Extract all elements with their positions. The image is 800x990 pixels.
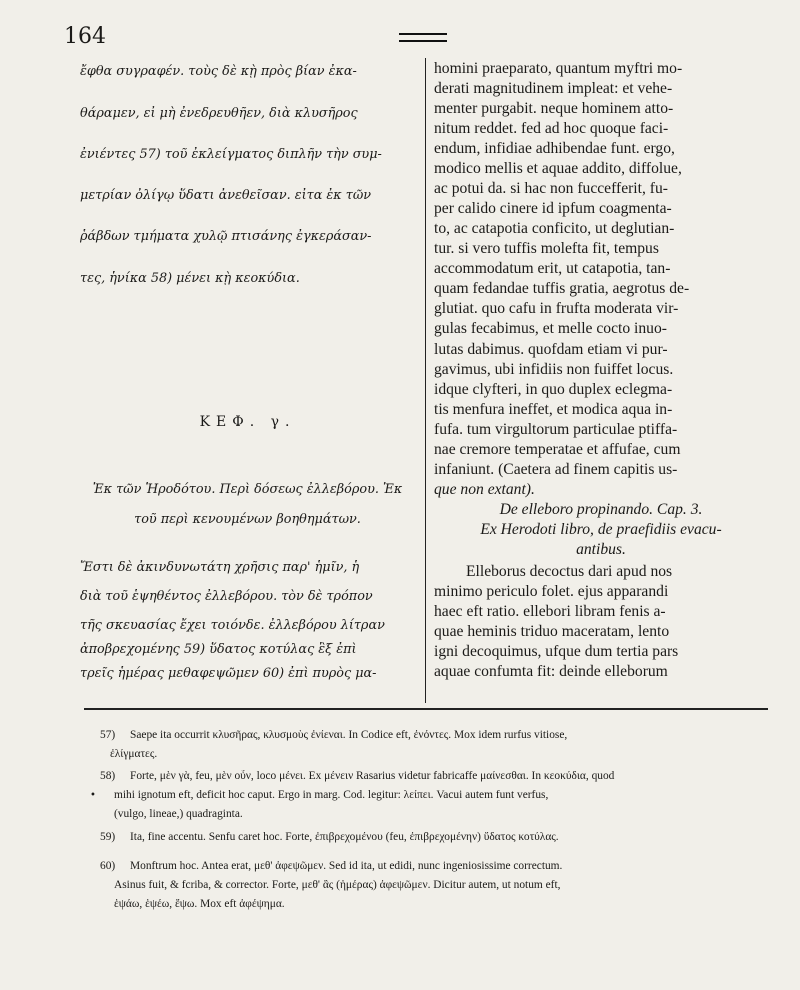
latin-body-line: aquae confumta fit: deinde elleborum [434,663,668,680]
latin-line: idque clyfteri, in quo duplex eclegma- [434,381,673,398]
footnote-number: 60) [100,860,116,872]
latin-subheading-line: antibus. [576,541,626,558]
latin-line: gulas fecabimus, et melle cocto inuo- [434,320,667,337]
greek-title-line: Ἐκ τῶν Ἡροδότου. Περὶ δόσεως ἐλλεβόρου. Ἐκ [92,482,403,497]
header-ornament [399,33,447,42]
latin-line: quam fedandae tuffis gratia, aegrotus de- [434,280,690,297]
margin-dot: • [90,790,96,801]
latin-body-line: igni decoquimus, ufque dum tertia pars [434,643,679,660]
latin-line: tis menfura ineffet, et modica aqua in- [434,401,673,418]
greek-body-line: τῆς σκευασίας ἔχει τοιόνδε. ἐλλεβόρου λίτραν [80,618,385,633]
greek-body-line: Ἔστι δὲ ἀκινδυνωτάτη χρῆσις παρ' ἡμῖν, ἡ [80,560,360,575]
footnote-line: Ita, fine accentu. Senfu caret hoc. Forte, ἐπιβρεχομένου (feu, ἐπιβρεχομένην) ὕδατος κοτύλας. [130,831,559,843]
latin-body-line: quae heminis triduo maceratam, lento [434,623,670,640]
latin-line: glutiat. quo cafu in frufta moderata vir- [434,300,679,317]
latin-line: lutas dabimus. quofdam etiam vi pur- [434,341,668,358]
latin-subheading-line: Ex Herodoti libro, de praefidiis evacu- [480,521,722,538]
greek-line: ἐνιέντες 57) τοῦ ἐκλείγματος διπλῆν τὴν συμ- [80,147,382,162]
latin-line: fufa. tum virgultorum particulae ptiffa- [434,421,678,438]
greek-line: ἔφθα συγραφέν. τοὺς δὲ κῂ πρὸς βίαν ἐκα- [80,64,357,79]
footnote-line: Monftrum hoc. Antea erat, μεθ' ἀφεψῶμεν. Sed id ita, ut edidi, nunc ingeniosissime correctum. [130,860,563,872]
latin-line: que non extant). [434,481,535,498]
greek-title-line: τοῦ περὶ κενουμένων βοηθημάτων. [134,512,361,527]
footnote-line: ἐλίγματες. [110,748,158,760]
latin-body-line: Elleborus decoctus dari apud nos [466,563,673,580]
footnote-number: 58) [100,770,116,782]
footnote-line: ἑψάω, ἑψέω, ἕψω. Mox eft ἀφέψημα. [114,898,285,910]
footnote-line: Forte, μὲν γὰ, feu, μὲν οὖν, loco μένει. Ex μένειν Rasarius videtur fabricaffe μαίνεσθαι. In κεοκύδια, quod [130,770,615,782]
greek-body-line: τρεῖς ἡμέρας μεθαφεψῶμεν 60) ἐπὶ πυρὸς μα- [80,666,377,681]
greek-body-line: διὰ τοῦ ἑψηθέντος ἐλλεβόρου. τὸν δὲ τρόπον [80,589,373,604]
latin-line: per calido cinere id ipfum coagmenta- [434,200,672,217]
latin-line: infaniunt. (Caetera ad finem capitis us- [434,461,678,478]
footnote-line: Asinus fuit, & fcriba, & corrector. Forte, μεθ' ἃς (ἡμέρας) ἀφεψῶμεν. Dicitur autem, ut notum eft, [114,879,561,891]
latin-line: endum, infidiae adhibendae funt. ergo, [434,140,675,157]
latin-line: derati magnitudinem impleat: et vehe- [434,80,673,97]
latin-line: gavimus, ubi infidiis non fuiffet locus. [434,361,674,378]
greek-line: ῥάβδων τμήματα χυλῷ πτισάνης ἐγκεράσαν- [80,229,372,244]
footnote-number: 57) [100,729,116,741]
latin-line: menter purgabit. neque hominem atto- [434,100,674,117]
greek-line: μετρίαν ὀλίγῳ ὕδατι ἀνεθεῖσαν. εἶτα ἐκ τῶν [80,188,372,203]
latin-heading: De elleboro propinando. Cap. 3. [499,501,703,518]
latin-line: nitum reddet. fed ad hoc quoque faci- [434,120,669,137]
latin-line: ac potui da. si hac non fuccefferit, fu- [434,180,668,197]
latin-line: nae cremore temperatae et affufae, cum [434,441,681,458]
latin-line: accommodatum erit, ut catapotia, tan- [434,260,671,277]
footnote-separator [84,708,768,710]
footnote-line: mihi ignotum eft, deficit hoc caput. Ergo in marg. Cod. legitur: λείπει. Vacui autem funt verfus, [114,789,549,801]
latin-body-line: haec eft ratio. ellebori libram fenis a- [434,603,666,620]
latin-line: to, ac catapotia conficito, ut deglutian- [434,220,675,237]
chapter-heading: ΚΕΦ. γ. [199,414,296,430]
latin-line: modico mellis et aquae addito, diffolue, [434,160,682,177]
latin-line: tur. si vero tuffis molefta fit, tempus [434,240,659,257]
latin-body-line: minimo periculo folet. ejus apparandi [434,583,669,600]
latin-line: homini praeparato, quantum myftri mo- [434,60,683,77]
footnote-line: (vulgo, lineae,) quadraginta. [114,808,243,820]
footnote-line: Saepe ita occurrit κλυσῆρας, κλυσμοὺς ἐνίεναι. In Codice eft, ἐνόντες. Mox idem rurfus vitiose, [130,729,568,741]
footnote-number: 59) [100,831,116,843]
greek-line: τες, ἡνίκα 58) μένει κῂ κεοκύδια. [80,271,300,286]
page-number: 164 [64,24,106,49]
greek-body-line: ἀποβρεχομένης 59) ὕδατος κοτύλας ἓξ ἐπὶ [80,642,357,657]
greek-line: θάραμεν, εἰ μὴ ἐνεδρευθῆεν, διὰ κλυσῆρος [80,106,358,121]
column-divider [425,58,426,703]
